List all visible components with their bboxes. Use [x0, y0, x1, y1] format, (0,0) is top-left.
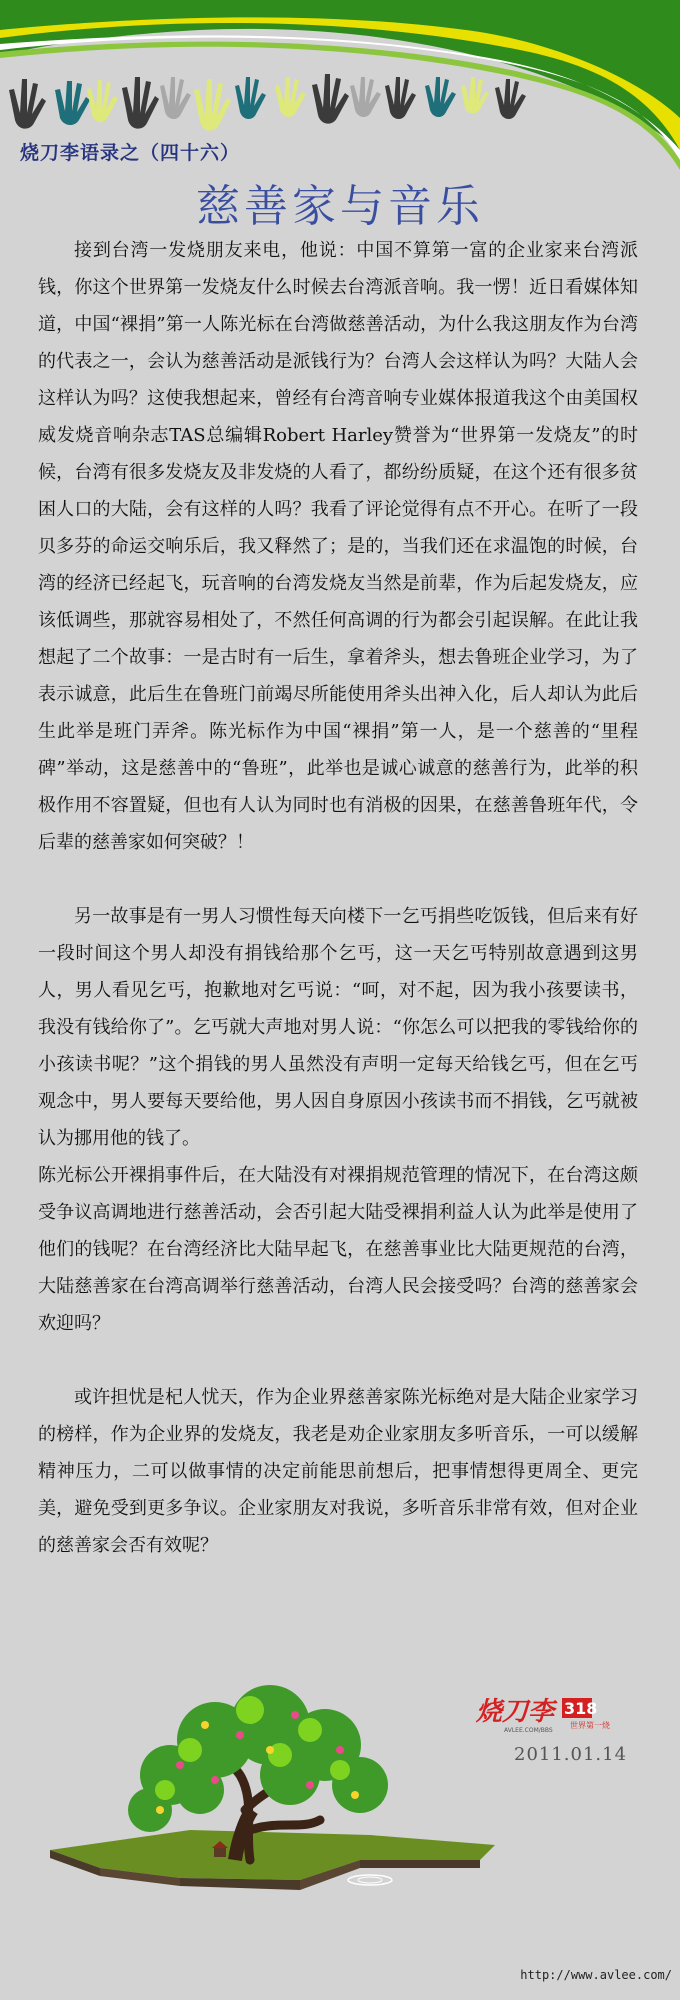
article-body — [38, 232, 638, 1564]
svg-text:318: 318 — [564, 1699, 598, 1718]
svg-text:世界第一烧: 世界第一烧 — [570, 1721, 610, 1730]
paragraph-4: 或许担忧是杞人忧天，作为企业界慈善家陈光标绝对是大陆企业家学习的榜样，作为企业界的发烧友，我老是劝企业家朋友多听音乐，一可以缓解精神压力，二可以做事情的决定前能思前想后，把事情想得更周全、更完美，避免受到更多争议。企业家朋友对我说，多听音乐非常有效，但对企业的慈善家会否有效呢？ — [38, 1387, 638, 1556]
paragraph-1: 接到台湾一发烧朋友来电，他说：中国不算第一富的企业家来台湾派钱，你这个世界第一发烧友什么时候去台湾派音响。我一愣！近日看媒体知道，中国“裸捐”第一人陈光标在台湾做慈善活动，为什么我这朋友作为台湾的代表之一，会认为慈善活动是派钱行为？台湾人会这样认为吗？大陆人会这样认为吗？这使我想起来，曾经有台湾音响专业媒体报道我这个由美国权威发烧音响杂志TAS总编辑Robert Harley赞誉为“世界第一发烧友”的时候，台湾有很多发烧友及非发烧的人看了，都纷纷质疑，在这个还有很多贫困人口的大陆，会有这样的人吗？我看了评论觉得有点不开心。在听了一段贝多芬的命运交响乐后，我又释然了；是的，当我们还在求温饱的时候，台湾的经济已经起飞，玩音响的台湾发烧友当然是前辈，作为后起发烧友，应该低调些，那就容易相处了，不然任何高调的行为都会引起误解。在此让我想起了二个故事：一是古时有一后生，拿着斧头，想去鲁班企业学习，为了表示诚意，此后生在鲁班门前竭尽所能使用斧头出神入化，后人却认为此后生此举是班门弄斧。陈光标作为中国“裸捐”第一人，是一个慈善的“里程碑”举动，这是慈善中的“鲁班”，此举也是诚心诚意的慈善行为，此举的积极作用不容置疑，但也有人认为同时也有消极的因果，在慈善鲁班年代，令后辈的慈善家如何突破？！ — [38, 240, 638, 853]
series-title: 烧刀李语录之（四十六） — [20, 142, 241, 164]
tree-illustration — [40, 1680, 500, 1910]
publish-date: 2011.01.14 — [514, 1744, 628, 1765]
paragraph-2: 另一故事是有一男人习惯性每天向楼下一乞丐捐些吃饭钱，但后来有好一段时间这个男人却没有捐钱给那个乞丐，这一天乞丐特别故意遇到这男人，男人看见乞丐，抱歉地对乞丐说：“呵，对不起，因为我小孩要读书，我没有钱给你了”。乞丐就大声地对男人说：“你怎么可以把我的零钱给你的小孩读书呢？”这个捐钱的男人虽然没有声明一定每天给钱乞丐，但在乞丐观念中，男人要每天要给他，男人因自身原因小孩读书而不捐钱，乞丐就被认为挪用他的钱了。 — [38, 906, 638, 1149]
svg-text:烧刀李: 烧刀李 — [476, 1697, 555, 1727]
paragraph-3: 陈光标公开裸捐事件后，在大陆没有对裸捐规范管理的情况下，在台湾这颇受争议高调地进行慈善活动，会否引起大陆受裸捐利益人认为此举是使用了他们的钱呢？在台湾经济比大陆早起飞，在慈善事业比大陆更规范的台湾，大陆慈善家在台湾高调举行慈善活动，台湾人民会接受吗？台湾的慈善家会欢迎吗？ — [38, 1165, 638, 1334]
site-url[interactable]: http://www.avlee.com/ — [520, 1968, 672, 1982]
brand-logo — [474, 1690, 624, 1734]
hands-graphic — [9, 74, 526, 131]
page-title: 慈善家与音乐 — [196, 181, 484, 232]
svg-text:AVLEE.COM/BBS: AVLEE.COM/BBS — [504, 1727, 553, 1734]
